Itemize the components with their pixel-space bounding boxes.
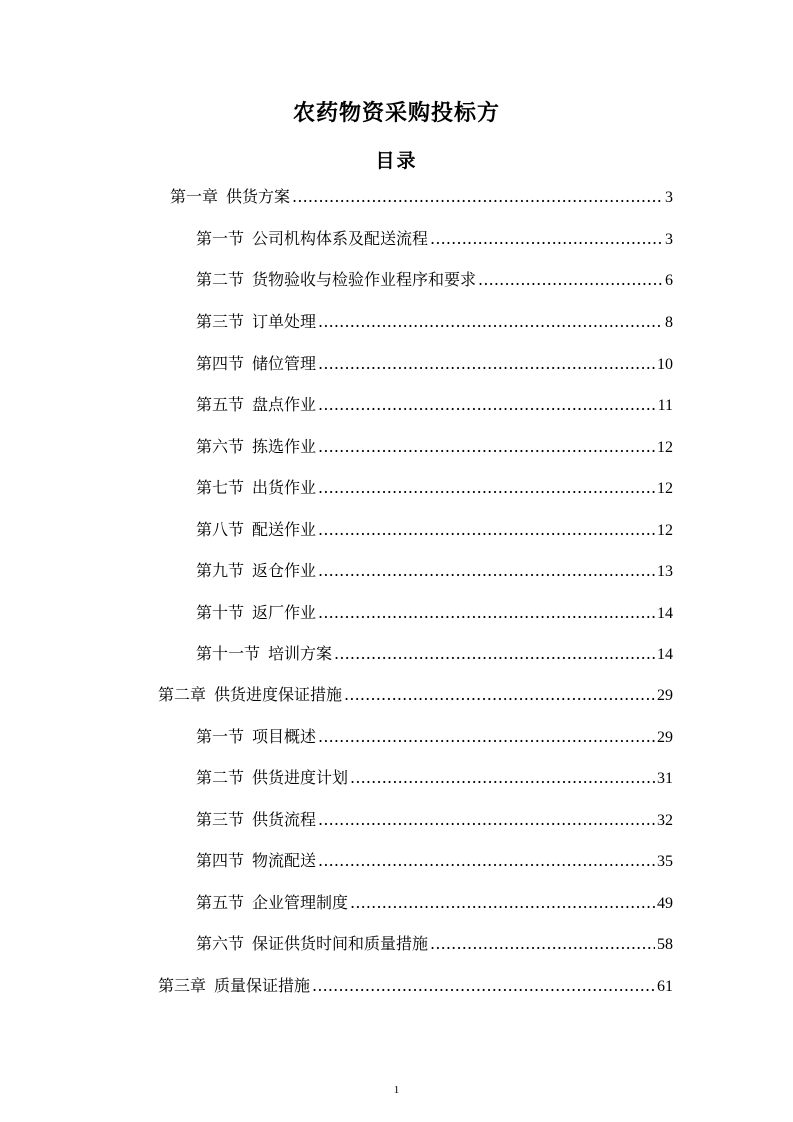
toc-entry-title: 货物验收与检验作业程序和要求 xyxy=(252,270,477,289)
page-number: 1 xyxy=(393,1084,400,1096)
toc-section-entry[interactable] xyxy=(196,471,673,505)
toc-entry-title: 拣选作业 xyxy=(252,437,317,456)
toc-entry-title: 配送作业 xyxy=(252,520,317,539)
toc-leader-dots xyxy=(478,263,663,297)
toc-entry-label: 第四节 xyxy=(196,851,245,870)
toc-leader-dots xyxy=(334,637,655,671)
toc-entry-page: 14 xyxy=(657,605,673,622)
toc-entry-label: 第一节 xyxy=(196,229,245,248)
toc-entry-title: 储位管理 xyxy=(252,354,317,373)
toc-entry-label: 第四节 xyxy=(196,354,245,373)
toc-leader-dots xyxy=(430,927,655,961)
toc-section-entry[interactable] xyxy=(196,430,673,464)
toc-section-entry[interactable] xyxy=(196,347,673,381)
toc-section-entry[interactable] xyxy=(196,305,673,339)
toc-chapter-entry[interactable] xyxy=(170,180,673,214)
toc-entry-title: 公司机构体系及配送流程 xyxy=(252,229,429,248)
toc-leader-dots xyxy=(318,347,655,381)
toc-entry-page: 49 xyxy=(657,895,673,912)
toc-entry-page: 13 xyxy=(657,563,673,580)
toc-section-entry[interactable] xyxy=(196,637,673,671)
toc-entry-label: 第六节 xyxy=(196,934,245,953)
toc-entry-page: 12 xyxy=(657,480,673,497)
toc-entry-page: 32 xyxy=(657,812,673,829)
toc-leader-dots xyxy=(318,471,655,505)
toc-entry-title: 订单处理 xyxy=(252,312,317,331)
toc-entry-title: 供货进度保证措施 xyxy=(214,685,343,704)
toc-entry-title: 返仓作业 xyxy=(252,561,317,580)
toc-entry-title: 培训方案 xyxy=(268,644,333,663)
toc-section-entry[interactable] xyxy=(196,761,673,795)
toc-entry-page: 12 xyxy=(657,439,673,456)
toc-entry-title: 返厂作业 xyxy=(252,603,317,622)
toc-entry-label: 第八节 xyxy=(196,520,245,539)
toc-leader-dots xyxy=(318,554,655,588)
toc-section-entry[interactable] xyxy=(196,596,673,630)
toc-entry-label: 第一节 xyxy=(196,727,245,746)
toc-entry-title: 供货流程 xyxy=(252,810,317,829)
toc-entry-label: 第十节 xyxy=(196,603,245,622)
toc-entry-page: 14 xyxy=(657,646,673,663)
toc-entry-label: 第十一节 xyxy=(196,644,261,663)
toc-entry-page: 11 xyxy=(657,397,673,414)
toc-heading: 目录 xyxy=(375,150,418,172)
toc-section-entry[interactable] xyxy=(196,554,673,588)
toc-leader-dots xyxy=(318,305,663,339)
toc-entry-label: 第五节 xyxy=(196,395,245,414)
toc-entry-page: 10 xyxy=(657,356,673,373)
toc-entry-page: 3 xyxy=(665,189,673,206)
toc-entry-page: 29 xyxy=(657,687,673,704)
toc-entry-page: 58 xyxy=(657,936,673,953)
toc-entry-title: 物流配送 xyxy=(252,851,317,870)
toc-entry-label: 第二节 xyxy=(196,270,245,289)
toc-entry-label: 第三章 xyxy=(158,976,207,995)
toc-section-entry[interactable] xyxy=(196,886,673,920)
toc-section-entry[interactable] xyxy=(196,388,673,422)
toc-leader-dots xyxy=(318,513,655,547)
toc-entry-label: 第二节 xyxy=(196,768,245,787)
toc-entry-label: 第二章 xyxy=(158,685,207,704)
toc-entry-title: 项目概述 xyxy=(252,727,317,746)
toc-leader-dots xyxy=(344,678,655,712)
toc-leader-dots xyxy=(318,844,655,878)
toc-leader-dots xyxy=(318,803,655,837)
toc-entry-page: 6 xyxy=(665,272,673,289)
toc-entry-title: 供货方案 xyxy=(226,187,291,206)
toc-leader-dots xyxy=(318,430,655,464)
toc-entry-label: 第一章 xyxy=(170,187,219,206)
toc-entry-title: 保证供货时间和质量措施 xyxy=(252,934,429,953)
toc-chapter-entry[interactable] xyxy=(158,678,673,712)
toc-entry-title: 盘点作业 xyxy=(252,395,317,414)
toc-leader-dots xyxy=(292,180,663,214)
toc-section-entry[interactable] xyxy=(196,720,673,754)
toc-entry-title: 出货作业 xyxy=(252,478,317,497)
toc-entry-label: 第三节 xyxy=(196,312,245,331)
toc-leader-dots xyxy=(312,969,655,1003)
toc-entry-page: 12 xyxy=(657,522,673,539)
toc-leader-dots xyxy=(350,886,655,920)
toc-entry-label: 第九节 xyxy=(196,561,245,580)
document-title: 农药物资采购投标方 xyxy=(292,101,500,126)
toc-section-entry[interactable] xyxy=(196,803,673,837)
toc-entry-label: 第七节 xyxy=(196,478,245,497)
toc-entry-title: 供货进度计划 xyxy=(252,768,349,787)
toc-leader-dots xyxy=(318,596,655,630)
toc-leader-dots xyxy=(350,761,655,795)
toc-entry-page: 35 xyxy=(657,853,673,870)
toc-entry-page: 3 xyxy=(665,231,673,248)
toc-section-entry[interactable] xyxy=(196,844,673,878)
toc-section-entry[interactable] xyxy=(196,263,673,297)
toc-leader-dots xyxy=(318,388,656,422)
toc-entry-page: 61 xyxy=(657,978,673,995)
toc-entry-page: 8 xyxy=(665,314,673,331)
toc-entry-label: 第三节 xyxy=(196,810,245,829)
toc-entry-title: 质量保证措施 xyxy=(214,976,311,995)
toc-entry-page: 31 xyxy=(657,770,673,787)
toc-leader-dots xyxy=(318,720,655,754)
toc-section-entry[interactable] xyxy=(196,927,673,961)
toc-section-entry[interactable] xyxy=(196,513,673,547)
toc-chapter-entry[interactable] xyxy=(158,969,673,1003)
toc-section-entry[interactable] xyxy=(196,222,673,256)
toc-entry-label: 第五节 xyxy=(196,893,245,912)
toc-leader-dots xyxy=(430,222,663,256)
toc-entry-title: 企业管理制度 xyxy=(252,893,349,912)
toc-entry-page: 29 xyxy=(657,729,673,746)
toc-entry-label: 第六节 xyxy=(196,437,245,456)
